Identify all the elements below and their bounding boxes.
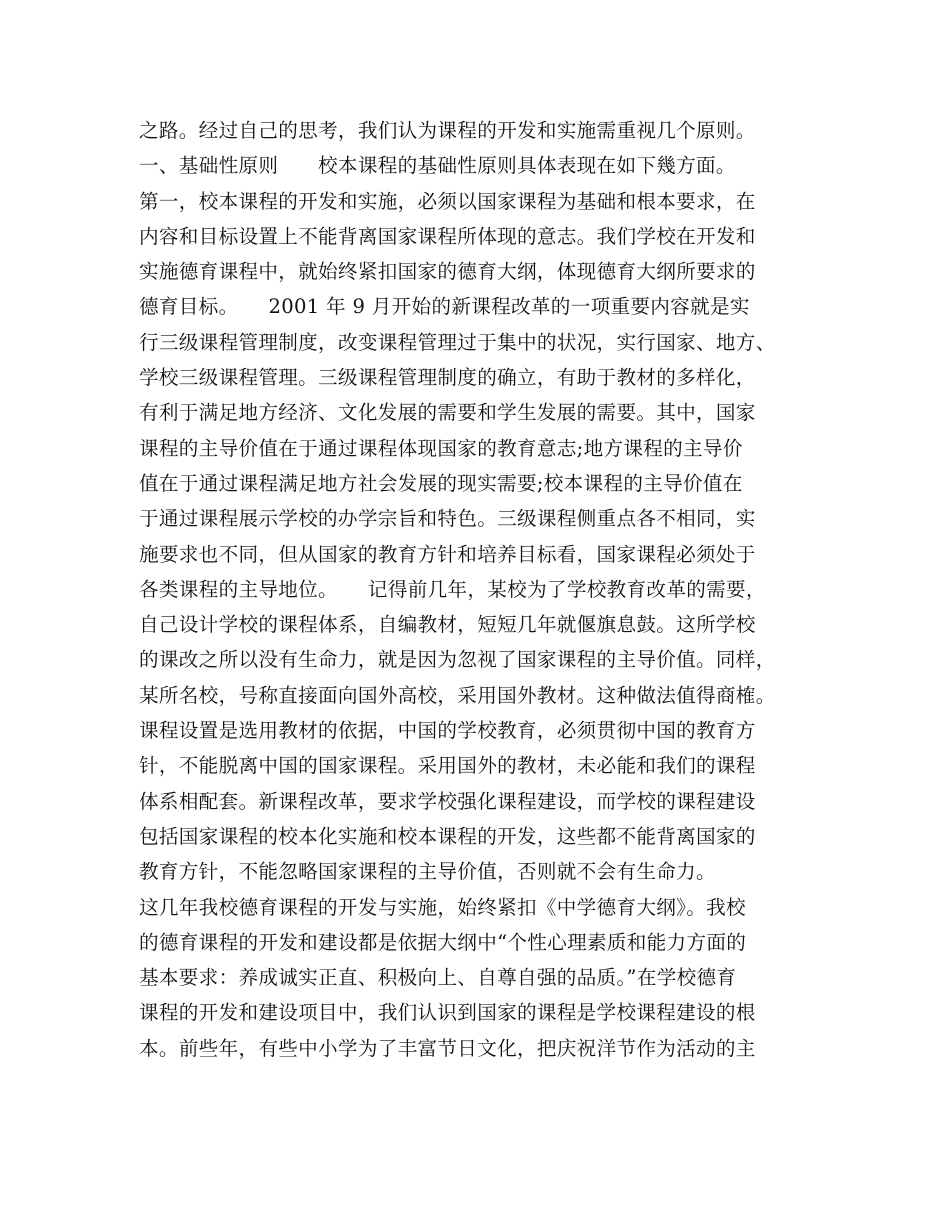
- text-line: 这几年我校德育课程的开发与实施，始终紧扣《中学德育大纲》。我校: [139, 895, 746, 919]
- text-line: 的德育课程的开发和建设都是依据大纲中“个性心理素质和能力方面的: [139, 930, 747, 954]
- text-line: 值在于通过课程满足地方社会发展的现实需要;校本课程的主导价值在: [139, 471, 743, 495]
- text-line: 一、基础性原则 校本课程的基础性原则具体表现在如下幾方面。: [139, 154, 736, 178]
- text-line: 自己设计学校的课程体系，自编教材，短短几年就偃旗息鼓。这所学校: [139, 613, 756, 637]
- text-line: 本。前些年，有些中小学为了丰富节日文化，把庆祝洋节作为活动的主: [139, 1036, 756, 1060]
- text-line: 课程设置是选用教材的依据，中国的学校教育，必须贯彻中国的教育方: [139, 719, 756, 743]
- text-line: 某所名校，号称直接面向国外高校，采用国外教材。这种做法值得商榷。: [139, 683, 776, 707]
- text-line: 第一，校本课程的开发和实施，必须以国家课程为基础和根本要求，在: [139, 189, 756, 213]
- text-line: 体系相配套。新课程改革，要求学校强化课程建设，而学校的课程建设: [139, 789, 756, 813]
- text-line: 课程的开发和建设项目中，我们认识到国家的课程是学校课程建设的根: [139, 1001, 756, 1025]
- text-line: 施要求也不同，但从国家的教育方针和培养目标看，国家课程必须处于: [139, 542, 756, 566]
- text-line: 德育目标。 2001 年 9 月开始的新课程改革的一项重要内容就是实: [139, 295, 750, 319]
- text-line: 教育方针，不能忽略国家课程的主导价值，否则就不会有生命力。: [139, 860, 716, 884]
- text-line: 针，不能脱离中国的国家课程。采用国外的教材，未必能和我们的课程: [139, 754, 756, 778]
- text-line: 于通过课程展示学校的办学宗旨和特色。三级课程侧重点各不相同，实: [139, 507, 756, 531]
- body-text: [139, 113, 829, 1066]
- text-line: 之路。经过自己的思考，我们认为课程的开发和实施需重视几个原则。: [139, 119, 756, 142]
- text-line: 基本要求：养成诚实正直、积极向上、自尊自强的品质。”在学校德育: [139, 966, 737, 990]
- text-line: 的课改之所以没有生命力，就是因为忽视了国家课程的主导价值。同样，: [139, 648, 776, 672]
- text-line: 有利于满足地方经济、文化发展的需要和学生发展的需要。其中，国家: [139, 401, 756, 425]
- text-line: 实施德育课程中，就始终紧扣国家的德育大纲，体现德育大纲所要求的: [139, 260, 756, 284]
- text-line: 行三级课程管理制度，改变课程管理过于集中的状况，实行国家、地方、: [139, 330, 776, 354]
- text-line: 各类课程的主导地位。 记得前几年，某校为了学校教育改革的需要，: [139, 577, 766, 601]
- text-line: 内容和目标设置上不能背离国家课程所体现的意志。我们学校在开发和: [139, 224, 756, 248]
- text-line: 课程的主导价值在于通过课程体现国家的教育意志;地方课程的主导价: [139, 436, 743, 460]
- text-line: 学校三级课程管理。三级课程管理制度的确立，有助于教材的多样化，: [139, 366, 756, 390]
- text-line: 包括国家课程的校本化实施和校本课程的开发，这些都不能背离国家的: [139, 824, 756, 848]
